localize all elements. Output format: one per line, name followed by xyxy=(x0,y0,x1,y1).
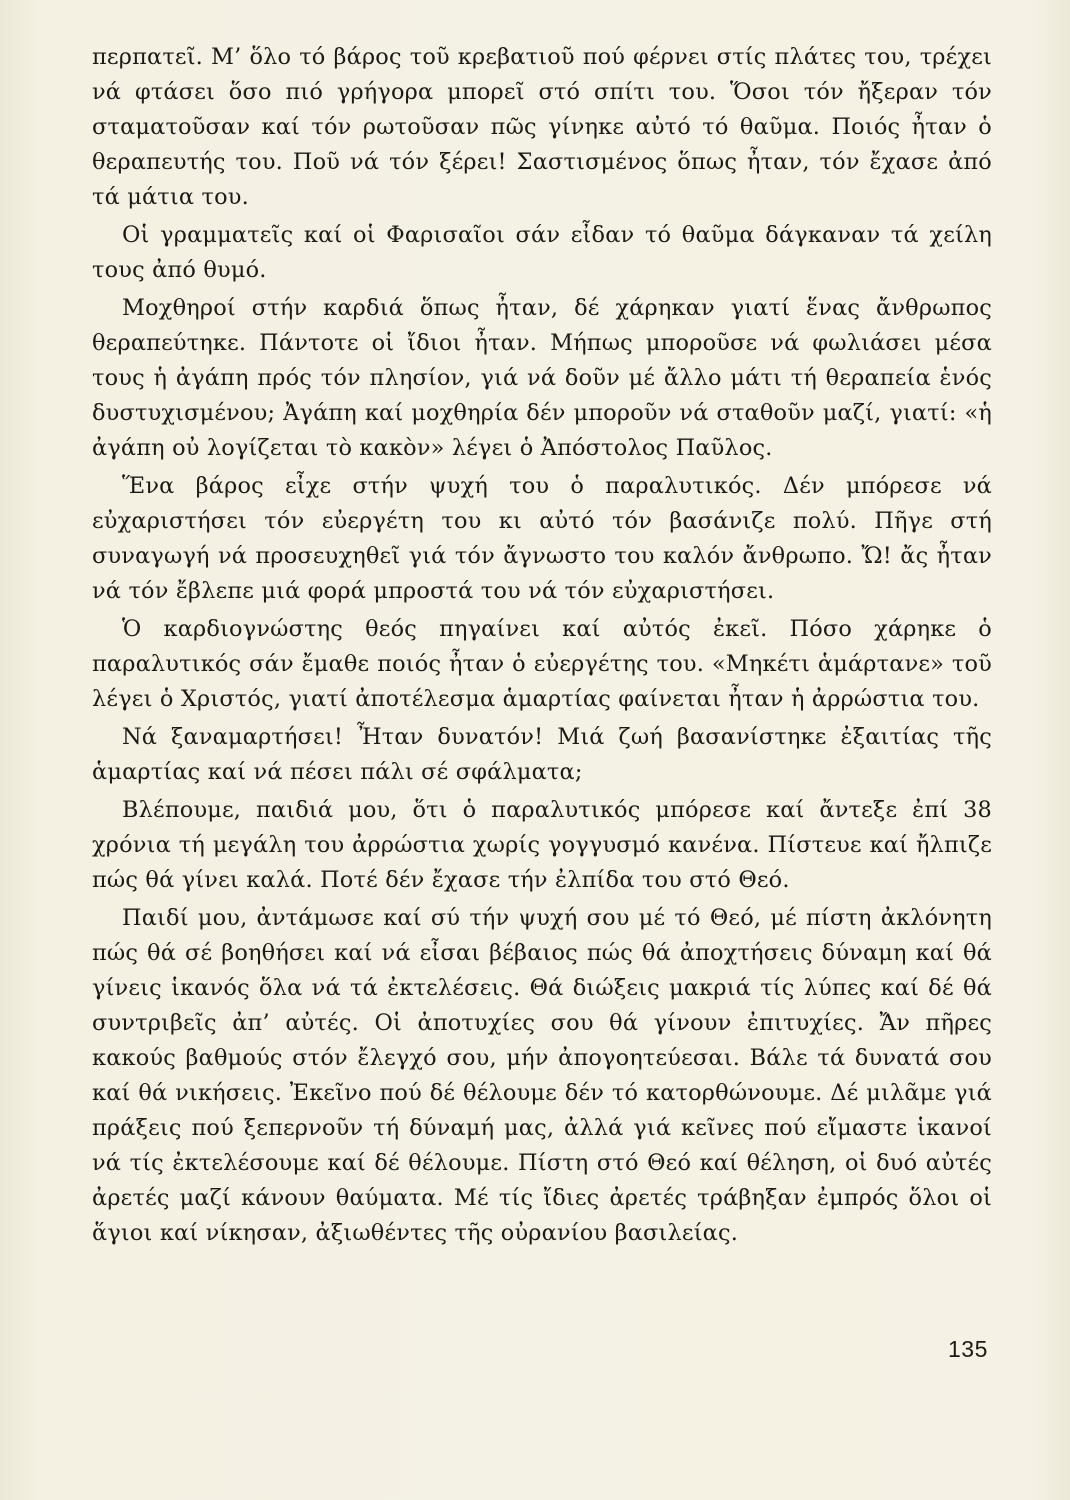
paragraph-3: Μοχθηροί στήν καρδιά ὅπως ἦταν, δέ χάρηκαν γιατί ἕνας ἄνθρωπος θεραπεύτηκε. Πάντοτε οἱ ἴδιοι ἦταν. Μήπως μποροῦσε νά φωλιάσει μέσα τους ἡ ἀγάπη πρός τόν πλησίον, γιά νά δοῦν μέ ἄλλο μάτι τή θεραπεία ἑνός δυστυχισμένου; Ἀγάπη καί μοχθηρία δέν μποροῦν νά σταθοῦν μαζί, γιατί: «ἡ ἀγάπη οὐ λογίζεται τὸ κακὸν» λέγει ὁ Ἀπόστολος Παῦλος. xyxy=(92,295,992,461)
paragraph-8: Παιδί μου, ἀντάμωσε καί σύ τήν ψυχή σου μέ τό Θεό, μέ πίστη ἀκλόνητη πώς θά σέ βοηθήσει καί νά εἶσαι βέβαιος πώς θά ἀποχτήσεις δύναμη καί θά γίνεις ἱκανός ὅλα νά τά ἐκτελέσεις. Θά διώξεις μακριά τίς λύπες καί δέ θά συντριβεῖς ἀπ’ αὐτές. Οἱ ἀποτυχίες σου θά γίνουν ἐπιτυχίες. Ἄν πῆρες κακούς βαθμούς στόν ἔλεγχό σου, μήν ἀπογοητεύεσαι. Βάλε τά δυνατά σου καί θά νικήσεις. Ἐκεῖνο πού δέ θέλουμε δέν τό κατορθώνουμε. Δέ μιλᾶμε γιά πράξεις πού ξεπερνοῦν τή δύναμή μας, ἀλλά γιά κεῖνες πού εἴμαστε ἱκανοί νά τίς ἐκτελέσουμε καί δέ θέλουμε. Πίστη στό Θεό καί θέληση, οἱ δυό αὐτές ἀρετές μαζί κάνουν θαύματα. Μέ τίς ἴδιες ἀρετές τράβηξαν ἐμπρός ὅλοι οἱ ἅγιοι καί νίκησαν, ἀξιωθέντες τῆς οὐρανίου βασιλείας. xyxy=(92,905,992,1246)
paragraph-7: Βλέπουμε, παιδιά μου, ὅτι ὁ παραλυτικός μπόρεσε καί ἄντεξε ἐπί 38 χρόνια τή μεγάλη του ἀρρώστια χωρίς γογγυσμό κανένα. Πίστευε καί ἤλπιζε πώς θά γίνει καλά. Ποτέ δέν ἔχασε τήν ἐλπίδα του στό Θεό. xyxy=(92,797,992,893)
body-text xyxy=(92,40,992,1254)
paragraph-4: Ἕνα βάρος εἶχε στήν ψυχή του ὁ παραλυτικός. Δέν μπόρεσε νά εὐχαριστήσει τόν εὐεργέτη του κι αὐτό τόν βασάνιζε πολύ. Πῆγε στή συναγωγή νά προσευχηθεῖ γιά τόν ἄγνωστο του καλόν ἄνθρωπο. Ὤ! ἄς ἦταν νά τόν ἔβλεπε μιά φορά μπροστά του νά τόν εὐχαριστήσει. xyxy=(92,473,992,604)
paragraph-5: Ὁ καρδιογνώστης θεός πηγαίνει καί αὐτός ἐκεῖ. Πόσο χάρηκε ὁ παραλυτικός σάν ἔμαθε ποιός ἦταν ὁ εὐεργέτης του. «Μηκέτι ἁμάρτανε» τοῦ λέγει ὁ Χριστός, γιατί ἀποτέλεσμα ἁμαρτίας φαίνεται ἦταν ἡ ἀρρώστια του. xyxy=(92,616,992,712)
paragraph-1: περπατεῖ. Μ’ ὅλο τό βάρος τοῦ κρεβατιοῦ πού φέρνει στίς πλάτες του, τρέχει νά φτάσει ὅσο πιό γρήγορα μπορεῖ στό σπίτι του. Ὅσοι τόν ἤξεραν τόν σταματοῦσαν καί τόν ρωτοῦσαν πῶς γίνηκε αὐτό τό θαῦμα. Ποιός ἦταν ὁ θεραπευτής του. Ποῦ νά τόν ξέρει! Σαστισμένος ὅπως ἦταν, τόν ἔχασε ἀπό τά μάτια του. xyxy=(92,44,992,210)
page-number: 135 xyxy=(948,1336,988,1362)
paragraph-2: Οἱ γραμματεῖς καί οἱ Φαρισαῖοι σάν εἶδαν τό θαῦμα δάγκαναν τά χείλη τους ἀπό θυμό. xyxy=(92,222,992,283)
paragraph-6: Νά ξαναμαρτήσει! Ἦταν δυνατόν! Μιά ζωή βασανίστηκε ἐξαιτίας τῆς ἁμαρτίας καί νά πέσει πάλι σέ σφάλματα; xyxy=(92,724,992,785)
